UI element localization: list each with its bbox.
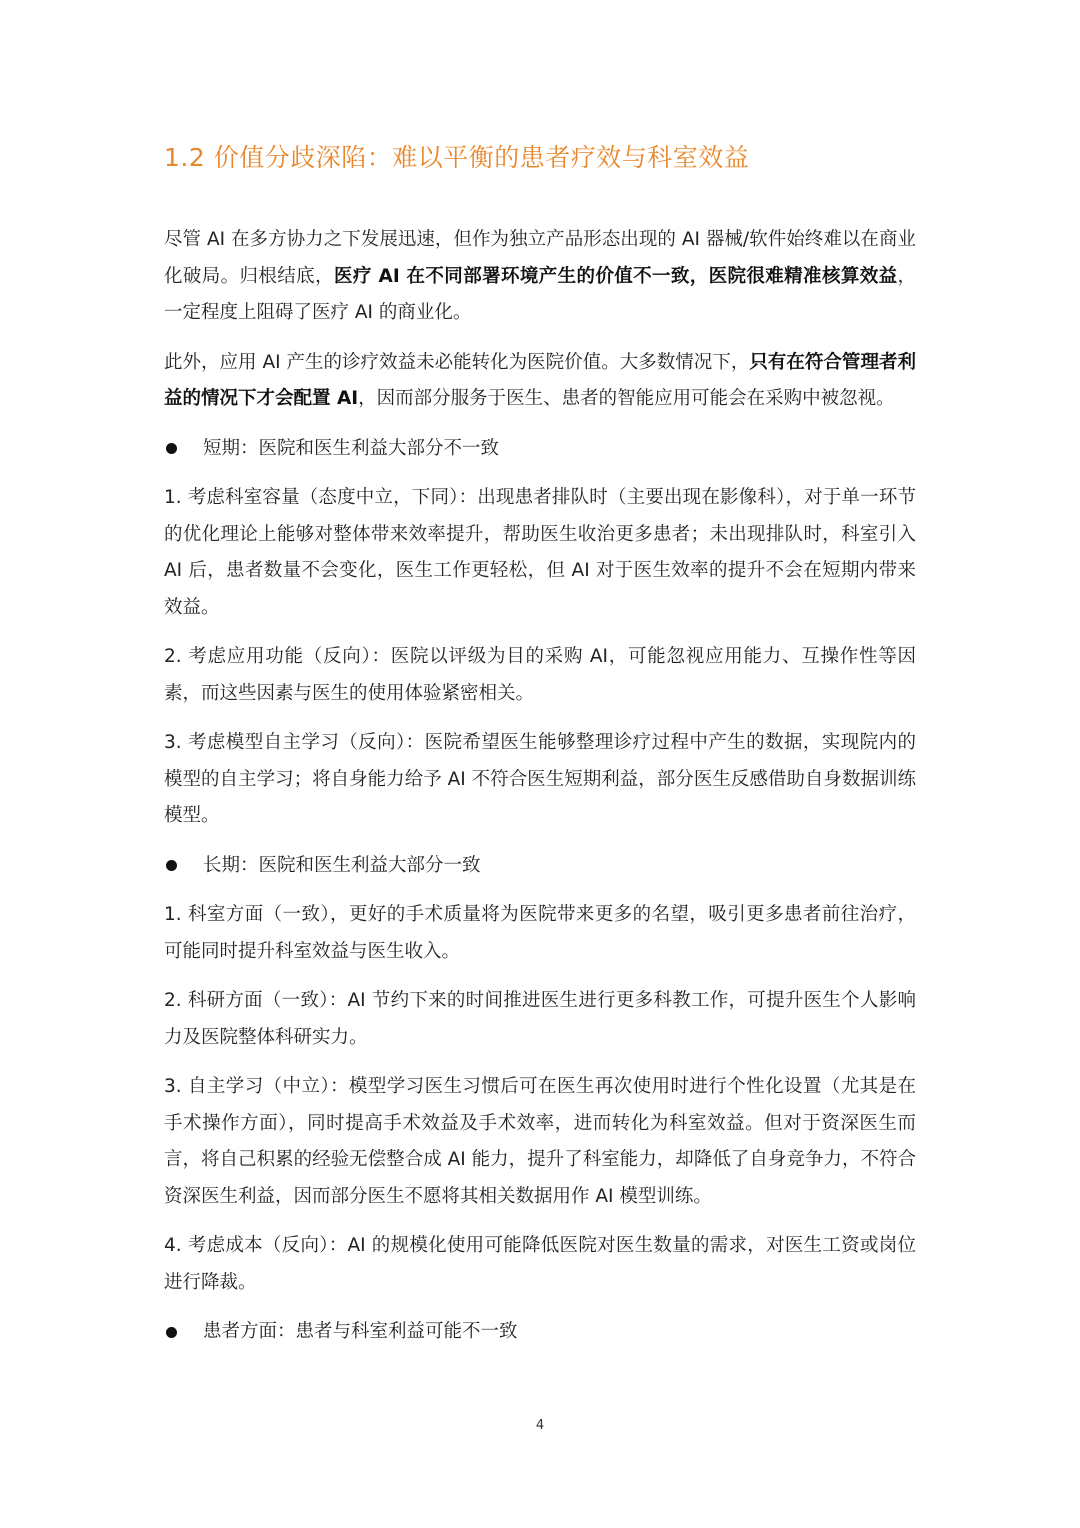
short-term-item-2: 2. 考虑应用功能（反向）：医院以评级为目的采购 AI，可能忽视应用能力、互操作性等因素，而这些因素与医生的使用体验紧密相关。 — [164, 646, 916, 704]
bullet-dot — [166, 1327, 177, 1338]
long-term-item-3: 3. 自主学习（中立）：模型学习医生习惯后可在医生再次使用时进行个性化设置（尤其是在手术操作方面），同时提高手术效益及手术效率，进而转化为科室效益。但对于资深医生而言，将自己积累的经验无偿整合成 AI 能力，提升了科室能力，却降低了自身竞争力，不符合资深医生利益，因而部分医生不愿将其相关数据用作 AI 模型训练。 — [164, 1076, 916, 1207]
bullet-long-term — [164, 848, 916, 885]
bullet-text: 短期：医院和医生利益大部分不一致 — [203, 437, 500, 459]
bold-text: 只有在符合管理者利益的情况下才会配置 AI — [164, 351, 916, 409]
bold-text: 医疗 AI 在不同部署环境产生的价值不一致，医院很难精准核算效益 — [333, 265, 898, 287]
bullet-dot — [166, 860, 177, 871]
long-term-item-2: 2. 科研方面（一致）：AI 节约下来的时间推进医生进行更多科教工作，可提升医生个人影响力及医院整体科研实力。 — [164, 990, 916, 1048]
text: 尽管 AI 在多方协力之下发展迅速，但作为独立产品形态出现的 AI 器械/软件始终难以在商业化破局。归根结底， — [164, 229, 916, 287]
page-number: 4 — [535, 1418, 545, 1433]
paragraph-value — [164, 345, 916, 418]
short-term-item-1: 1. 考虑科室容量（态度中立，下同）：出现患者排队时（主要出现在影像科），对于单一环节的优化理论上能够对整体带来效率提升，帮助医生收治更多患者；未出现排队时，科室引入 AI 后，患者数量不会变化，医生工作更轻松，但 AI 对于医生效率的提升不会在短期内带来效益。 — [164, 487, 916, 618]
long-term-item-4: 4. 考虑成本（反向）：AI 的规模化使用可能降低医院对医生数量的需求，对医生工资或岗位进行降裁。 — [164, 1235, 916, 1293]
content — [164, 138, 916, 1364]
section-title: 1.2 价值分歧深陷：难以平衡的患者疗效与科室效益 — [164, 143, 750, 172]
text: ，一定程度上阻碍了医疗 AI 的商业化。 — [164, 265, 916, 323]
text: ，因而部分服务于医生、患者的智能应用可能会在采购中被忽视。 — [358, 388, 895, 409]
bullet-patient — [164, 1314, 916, 1351]
bullet-short-term — [164, 431, 916, 468]
short-term-item-3: 3. 考虑模型自主学习（反向）：医院希望医生能够整理诊疗过程中产生的数据，实现院内的模型的自主学习；将自身能力给予 AI 不符合医生短期利益，部分医生反感借助自身数据训练模型。 — [164, 732, 916, 826]
long-term-item-1: 1. 科室方面（一致），更好的手术质量将为医院带来更多的名望，吸引更多患者前往治疗，可能同时提升科室效益与医生收入。 — [164, 904, 916, 962]
bullet-text: 患者方面：患者与科室利益可能不一致 — [203, 1321, 518, 1342]
paragraph-intro — [164, 222, 916, 332]
bullet-dot — [166, 443, 177, 454]
text: 此外，应用 AI 产生的诊疗效益未必能转化为医院价值。大多数情况下， — [164, 351, 750, 373]
bullet-text: 长期：医院和医生利益大部分一致 — [203, 854, 481, 876]
